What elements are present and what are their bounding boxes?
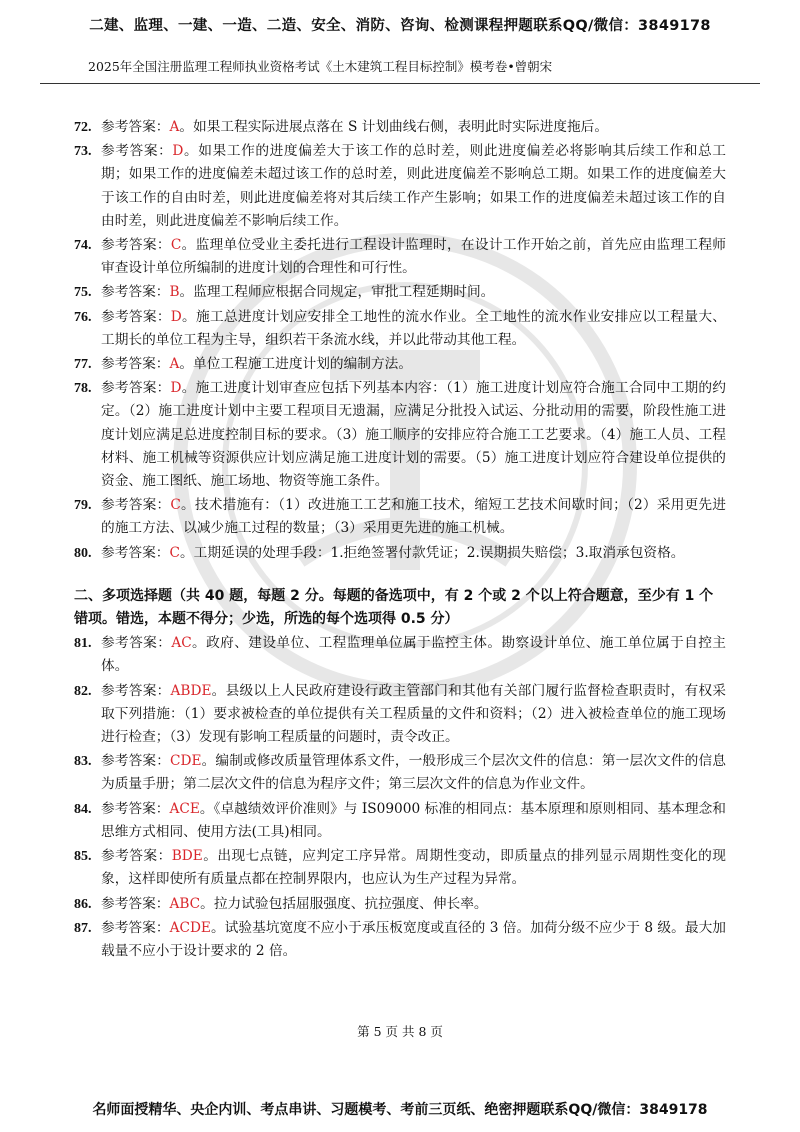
header-divider — [40, 83, 760, 84]
answer-item — [74, 116, 726, 139]
answer-letter: BDE — [171, 848, 203, 865]
answer-item — [74, 632, 726, 678]
answer-explanation: 。监理工程师应根据合同规定，审批工程延期时间。 — [179, 284, 495, 301]
answer-explanation: 。试验基坑宽度不应小于承压板宽度或直径的 3 倍。加荷分级不应少于 8 级。最大加载量不应小于设计要求的 2 倍。 — [101, 919, 726, 959]
answer-item — [74, 798, 726, 844]
question-number: 75. — [74, 285, 92, 301]
answer-item — [74, 353, 726, 376]
answer-explanation: 。拉力试验包括屈服强度、抗拉强度、伸长率。 — [200, 895, 488, 912]
answer-prefix: 参考答案： — [101, 919, 170, 936]
answer-letter: D — [170, 380, 182, 397]
answer-item — [74, 680, 726, 750]
answer-letter: C — [169, 544, 180, 561]
question-number: 86. — [74, 896, 92, 912]
question-number: 81. — [74, 636, 92, 652]
answer-letter: D — [172, 143, 184, 160]
top-banner: 二建、监理、一建、一造、二造、安全、消防、咨询、检测课程押题联系QQ/微信：3849178 — [89, 18, 711, 34]
answer-item — [74, 234, 726, 280]
document-header-title: 2025年全国注册监理工程师执业资格考试《土木建筑工程目标控制》模考卷•曾朝宋 — [88, 59, 553, 74]
question-number: 77. — [74, 357, 92, 373]
answer-prefix: 参考答案： — [101, 143, 173, 160]
answer-explanation: 。《卓越绩效评价准则》与 IS09000 标准的相同点：基本原理和原则相同、基本理念和思维方式相同、使用方法(工具)相同。 — [101, 800, 726, 840]
answer-explanation: 。出现七点链，应判定工序异常。周期性变动，即质量点的排列显示周期性变化的现象，这样即使所有质量点都在控制界限内，也应认为生产过程为异常。 — [101, 848, 726, 888]
answer-explanation: 。县级以上人民政府建设行政主管部门和其他有关部门履行监督检查职责时，有权采取下列措施：（1）要求被检查的单位提供有关工程质量的文件和资料；（2）进入被检查单位的施工现场进行检查；（3）发现有影响工程质量的问题时，责令改正。 — [101, 682, 726, 746]
question-number: 72. — [74, 120, 92, 135]
answer-prefix: 参考答案： — [101, 635, 172, 652]
answer-prefix: 参考答案： — [101, 800, 170, 817]
answer-letter: ACDE — [169, 919, 211, 936]
answer-prefix: 参考答案： — [101, 544, 170, 561]
multiple-choice-answers — [74, 632, 726, 963]
answer-item — [74, 140, 726, 233]
answer-prefix: 参考答案： — [101, 895, 170, 912]
answer-prefix: 参考答案： — [101, 753, 171, 770]
answer-item — [74, 917, 726, 963]
answer-prefix: 参考答案： — [101, 237, 171, 254]
answer-prefix: 参考答案： — [101, 356, 170, 373]
answer-item — [74, 377, 726, 493]
question-number: 87. — [74, 920, 92, 936]
question-number: 79. — [74, 498, 92, 514]
answer-letter: C — [170, 497, 181, 514]
answer-item — [74, 845, 726, 891]
answer-item — [74, 750, 726, 796]
answer-prefix: 参考答案： — [101, 284, 170, 301]
answer-letter: A — [169, 356, 180, 373]
answer-letter: C — [170, 237, 182, 254]
single-choice-answers — [74, 116, 726, 565]
answer-letter: ACE — [169, 800, 200, 817]
answer-letter: A — [169, 119, 180, 135]
answer-explanation: 。政府、建设单位、工程监理单位属于监控主体。勘察设计单位、施工单位属于自控主体。 — [101, 635, 726, 675]
answer-explanation: 。工期延误的处理手段：1.拒绝签署付款凭证；2.误期损失赔偿；3.取消承包资格。 — [179, 544, 685, 561]
answer-explanation: 。如果工程实际进展点落在 S 计划曲线右侧，表明此时实际进度拖后。 — [179, 119, 609, 135]
answer-item — [74, 306, 726, 352]
answer-explanation: 。如果工作的进度偏差大于该工作的总时差，则此进度偏差必将影响其后续工作和总工期；如果工作的进度偏差未超过该工作的总时差，则此进度偏差不影响总工期。如果工作的进度偏差大于该工作的自由时差，则此进度偏差将对其后续工作产生影响；如果工作的进度偏差未超过该工作的自由时差，则此进度偏差不影响后续工作。 — [101, 143, 726, 229]
question-number: 76. — [74, 309, 92, 325]
answer-item — [74, 494, 726, 540]
question-number: 82. — [74, 683, 92, 699]
answer-explanation: 。施工总进度计划应安排全工地性的流水作业。全工地性的流水作业安排应以工程量大、工期长的单位工程为主导，组织若干条流水线，并以此带动其他工程。 — [101, 308, 726, 348]
section-heading-multiple-choice: 二、多项选择题（共 40 题，每题 2 分。每题的备选项中，有 2 个或 2 个以上符合题意，至少有 1 个错项。错选，本题不得分；少选，所选的每个选项得 0.5 分） — [74, 587, 714, 628]
answer-item — [74, 281, 726, 304]
question-number: 74. — [74, 238, 92, 254]
answer-prefix: 参考答案： — [101, 119, 170, 135]
answer-letter: AC — [171, 635, 192, 652]
bottom-banner: 名师面授精华、央企内训、考点串讲、习题模考、考前三页纸、绝密押题联系QQ/微信：3849178 — [92, 1102, 708, 1118]
answer-explanation: 。施工进度计划审查应包括下列基本内容：（1）施工进度计划应符合施工合同中工期的约定。（2）施工进度计划中主要工程项目无遗漏，应满足分批投入试运、分批动用的需要，阶段性施工进度计划应满足总进度控制目标的要求。（3）施工顺序的安排应符合施工工艺要求。（4）施工人员、工程材料、施工机械等资源供应计划应满足施工进度计划的需要。（5）施工进度计划应符合建设单位提供的资金、施工图纸、施工场地、物资等施工条件。 — [101, 380, 726, 490]
answer-explanation: 。编制或修改质量管理体系文件，一般形成三个层次文件的信息：第一层次文件的信息为质量手册；第二层次文件的信息为程序文件；第三层次文件的信息为作业文件。 — [101, 753, 726, 793]
answer-prefix: 参考答案： — [101, 308, 171, 325]
page-number: 第 5 页 共 8 页 — [357, 1024, 443, 1039]
question-number: 84. — [74, 801, 92, 817]
answer-prefix: 参考答案： — [101, 682, 171, 699]
question-number: 85. — [74, 849, 92, 865]
answer-explanation: 。技术措施有：（1）改进施工工艺和施工技术，缩短工艺技术间歇时间；（2）采用更先进的施工方法、以减少施工过程的数量；（3）采用更先进的施工机械。 — [101, 497, 726, 537]
answer-letter: D — [170, 308, 182, 325]
answer-prefix: 参考答案： — [101, 497, 171, 514]
answer-letter: ABDE — [170, 682, 212, 699]
answer-letter: ABC — [169, 895, 201, 912]
answer-letter: B — [169, 284, 180, 301]
answer-content — [74, 116, 726, 964]
question-number: 80. — [74, 545, 92, 561]
answer-item — [74, 893, 726, 916]
question-number: 78. — [74, 381, 92, 397]
answer-item — [74, 542, 726, 565]
answer-letter: CDE — [170, 753, 202, 770]
answer-explanation: 。监理单位受业主委托进行工程设计监理时，在设计工作开始之前，首先应由监理工程师审查设计单位所编制的进度计划的合理性和可行性。 — [101, 237, 726, 277]
answer-explanation: 。单位工程施工进度计划的编制方法。 — [179, 356, 413, 373]
question-number: 83. — [74, 754, 92, 770]
answer-prefix: 参考答案： — [101, 380, 171, 397]
question-number: 73. — [74, 144, 92, 160]
answer-prefix: 参考答案： — [101, 848, 172, 865]
